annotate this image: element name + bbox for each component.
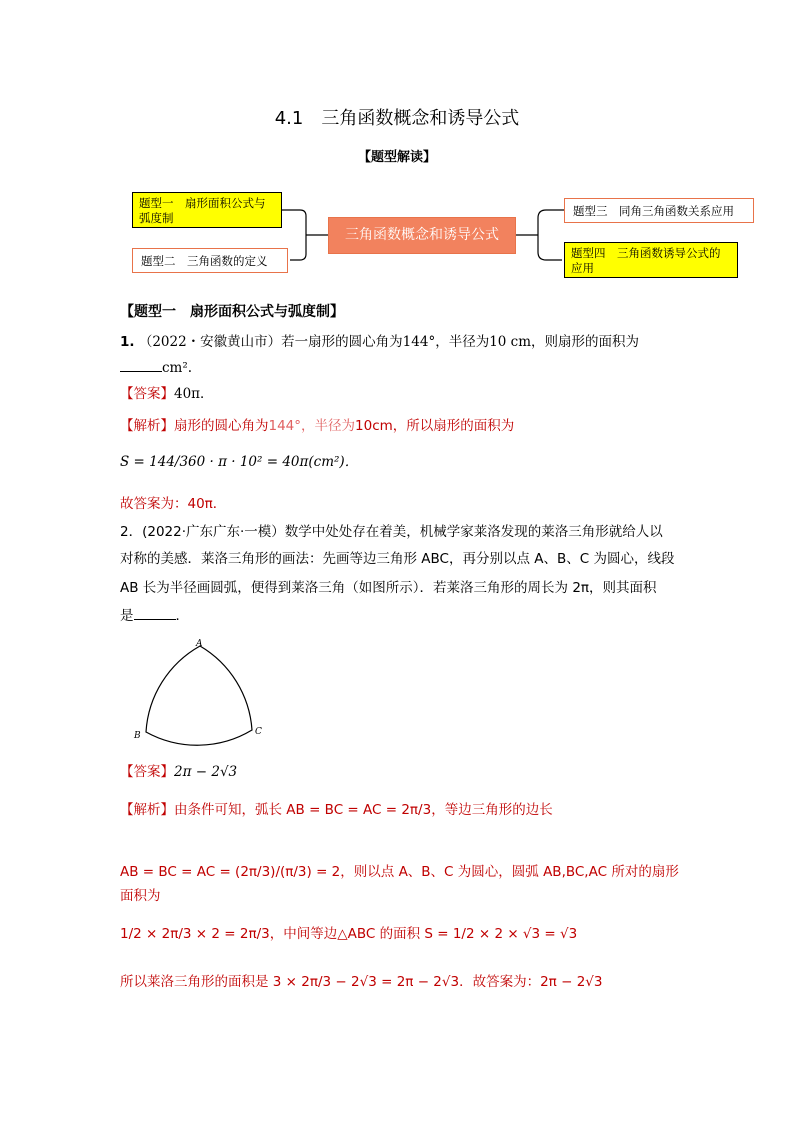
q2-line4-text: 是 — [120, 608, 134, 624]
q1-stem-line2 — [120, 356, 680, 380]
mindmap-node-type3: 题型三 同角三角函数关系应用 — [564, 198, 754, 223]
answer-label: 【答案】 — [120, 386, 174, 402]
label-b: B — [134, 731, 141, 741]
q2-line2: 对称的美感．莱洛三角形的画法：先画等边三角形 ABC，再分别以点 A、B、C 为圆心，线段 — [120, 551, 675, 567]
mindmap-node-type1: 题型一 扇形面积公式与弧度制 — [132, 192, 282, 228]
q1-blank — [120, 357, 162, 372]
mindmap-node-type4: 题型四 三角函数诱导公式的应用 — [564, 242, 738, 278]
page-subtitle: 【题型解读】 — [357, 150, 436, 165]
q1-answer-value: 40π． — [174, 386, 214, 402]
q2-answer-value: 2π − 2√3 — [174, 764, 238, 780]
mindmap-node-type2: 题型二 三角函数的定义 — [132, 248, 288, 273]
label-a: A — [196, 639, 203, 649]
q1-analysis — [120, 414, 680, 438]
analysis-label: 【解析】 — [120, 418, 174, 434]
q2-line3: AB 长为半径画圆弧，便得到莱洛三角（如图所示）．若莱洛三角形的周长为 2π，则其面积 — [120, 580, 657, 596]
q2-line1: 2．(2022·广东广东·一模）数学中处处存在着美，机械学家莱洛发现的莱洛三角形就给人以 — [120, 524, 663, 540]
page-title: 4.1 三角函数概念和诱导公式 — [274, 108, 520, 129]
q1-analysis-b: 144°，半径为 — [268, 418, 356, 434]
q2-line4-end: ． — [175, 608, 189, 624]
q1-analysis-c: 10cm，所以扇形的面积为 — [355, 418, 515, 434]
mindmap-center: 三角函数概念和诱导公式 — [328, 217, 516, 254]
q1-unit: cm². — [162, 360, 193, 376]
section-heading: 【题型一 扇形面积公式与弧度制】 — [120, 304, 344, 320]
reuleaux-triangle — [146, 646, 252, 745]
q2-analysis-3: 1/2 × 2π/3 × 2 = 2π/3，中间等边△ABC 的面积 S = 1/2 × 2 × √3 = √3 — [120, 926, 578, 942]
connector-right — [538, 210, 566, 260]
q1-formula: S = 144/360 · π · 10² = 40π(cm²)． — [120, 454, 359, 470]
q1-stem-text: （2022・安徽黄山市）若一扇形的圆心角为144°，半径为10 cm，则扇形的面积为 — [138, 334, 640, 350]
q1-analysis-a: 扇形的圆心角为 — [174, 418, 269, 434]
q2-analysis-1-text: 由条件可知，弧长 AB = BC = AC = 2π/3，等边三角形的边长 — [174, 802, 553, 818]
q2-line4 — [120, 604, 680, 628]
reuleaux-figure — [130, 636, 270, 746]
analysis-label: 【解析】 — [120, 802, 174, 818]
label-c: C — [255, 727, 262, 737]
q1-number: 1. — [120, 334, 135, 350]
q2-analysis-4: 所以莱洛三角形的面积是 3 × 2π/3 − 2√3 = 2π − 2√3．故答案为：2π − 2√3 — [120, 974, 603, 990]
q1-stem — [120, 330, 680, 354]
q2-answer — [120, 760, 680, 784]
answer-label: 【答案】 — [120, 764, 174, 780]
q1-answer — [120, 382, 680, 406]
q2-analysis-1 — [120, 798, 680, 822]
q2-analysis-2: AB = BC = AC = (2π/3)/(π/3) = 2，则以点 A、B、C 为圆心，圆弧 AB,BC,AC 所对的扇形面积为 — [120, 864, 679, 904]
q1-final: 故答案为：40π． — [120, 496, 227, 512]
q2-blank — [134, 605, 176, 620]
